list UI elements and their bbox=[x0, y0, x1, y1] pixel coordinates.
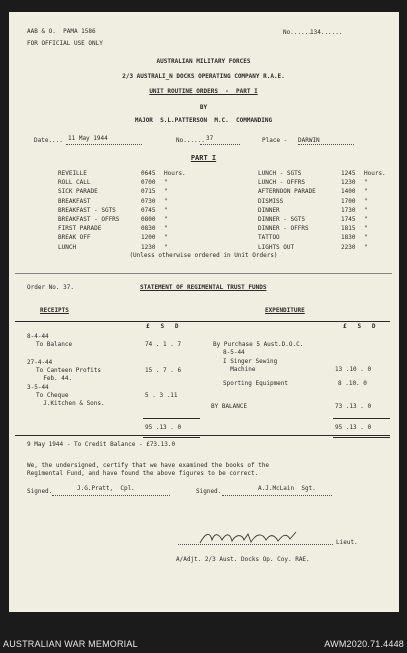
routine-right-unit: " bbox=[364, 225, 368, 233]
receipts-heading: RECEIPTS bbox=[40, 307, 69, 314]
place-rule bbox=[298, 144, 354, 145]
signature-mclain: A.J.McLain Sgt. bbox=[258, 485, 316, 492]
receipt-description: To Canteen Profits Feb. 44. bbox=[36, 367, 102, 383]
routine-left-event: BREAKFAST - OFFRS bbox=[58, 216, 120, 223]
expenditure-currency-header: £ S D bbox=[343, 323, 376, 330]
routine-right-event: LUNCH - SGTS bbox=[258, 170, 302, 177]
expenditure-date: 8-5-44 bbox=[223, 349, 245, 356]
date-value: 11 May 1944 bbox=[68, 135, 108, 142]
receipt-date: 8-4-44 bbox=[27, 333, 49, 340]
routine-left-time: 0645 bbox=[141, 170, 156, 177]
receipt-amount: 15 . 7 . 6 bbox=[145, 367, 182, 374]
routine-right-unit: " bbox=[364, 216, 368, 223]
routine-left-event: FIRST PARADE bbox=[58, 225, 102, 233]
receipt-date: 27-4-44 bbox=[27, 359, 53, 366]
lieut-label: Lieut. bbox=[336, 539, 358, 546]
routine-left-time: 0715 bbox=[141, 188, 156, 196]
document-number-label: No...... bbox=[283, 29, 312, 36]
routine-left-unit: " bbox=[164, 179, 168, 187]
adjutant-signature-rule bbox=[178, 544, 333, 545]
routine-left-time: 0730 bbox=[141, 197, 156, 205]
routine-right-unit: Hours. bbox=[364, 170, 386, 177]
adjutant-handwritten-signature bbox=[196, 528, 306, 548]
routine-right-event: DISMISS bbox=[258, 197, 284, 205]
table-top-rule bbox=[15, 321, 390, 322]
title-routine-orders: UNIT ROUTINE ORDERS - PART I bbox=[149, 88, 258, 95]
routine-left-unit: " bbox=[164, 225, 168, 233]
routine-right-time: 1745 bbox=[341, 216, 356, 223]
routine-left-event: REVEILLE bbox=[58, 170, 87, 177]
routine-left-event: BREAK OFF bbox=[58, 234, 91, 242]
routine-left-time: 0700 bbox=[141, 179, 156, 187]
routine-right-unit: " bbox=[364, 206, 368, 214]
section-divider bbox=[15, 273, 392, 274]
table-bottom-rule bbox=[15, 435, 390, 436]
routine-right-unit: " bbox=[364, 188, 368, 196]
expenditure-amount: 13 .10 . 0 bbox=[335, 366, 372, 373]
official-use-label: FOR OFFICIAL USE ONLY bbox=[27, 40, 103, 47]
expenditure-total: 95 .13 . 0 bbox=[335, 424, 372, 431]
statement-order-number: Order No. 37. bbox=[27, 284, 74, 291]
routine-left-unit: " bbox=[164, 243, 168, 251]
signature-rule-2 bbox=[222, 495, 332, 496]
document-number: 134...... bbox=[310, 29, 343, 36]
routine-left-time: 0800 bbox=[141, 216, 156, 223]
routine-right-unit: " bbox=[364, 234, 368, 242]
receipts-currency-header: £ S D bbox=[146, 323, 179, 330]
expenditure-description: I Singer Sewing Machine bbox=[223, 358, 278, 374]
signed-label-2: Signed. bbox=[196, 488, 222, 495]
expenditure-description: By Purchase 5 Aust.D.O.C. bbox=[213, 341, 304, 348]
routine-left-unit: " bbox=[164, 188, 168, 196]
statement-heading: STATEMENT OF REGIMENTAL TRUST FUNDS bbox=[140, 284, 267, 291]
receipts-total: 95 .13 . 0 bbox=[145, 424, 182, 431]
adjutant-title: A/Adjt. 2/3 Aust. Docks Op. Coy. RAE. bbox=[176, 556, 310, 563]
routine-right-event: LIGHTS OUT bbox=[258, 243, 295, 251]
routine-left-time: 0830 bbox=[141, 225, 156, 233]
routine-left-unit: Hours. bbox=[164, 170, 186, 177]
routine-left-event: LUNCH bbox=[58, 243, 77, 251]
routine-right-event: DINNER bbox=[258, 206, 280, 214]
order-number: 37 bbox=[206, 135, 214, 142]
routine-right-time: 1245 bbox=[341, 170, 356, 177]
routine-left-event: BREAKFAST bbox=[58, 197, 91, 205]
routine-note: (Unless otherwise ordered in Unit Orders) bbox=[129, 252, 278, 259]
expenditure-heading: EXPENDITURE bbox=[265, 307, 305, 314]
title-by: BY bbox=[199, 104, 208, 111]
title-commanding: MAJOR S.L.PATTERSON M.C. COMMANDING bbox=[134, 117, 273, 124]
routine-right-event: TATTOO bbox=[258, 234, 280, 242]
routine-right-time: 1230 bbox=[341, 179, 356, 187]
routine-left-unit: " bbox=[164, 197, 168, 205]
receipt-amount: 5 . 3 .11 bbox=[145, 392, 178, 399]
place-value: DARWIN bbox=[298, 137, 320, 144]
routine-left-event: ROLL CALL bbox=[58, 179, 91, 187]
routine-left-time: 0745 bbox=[141, 206, 156, 214]
order-number-rule bbox=[200, 144, 240, 145]
title-forces: AUSTRALIAN MILITARY FORCES bbox=[156, 58, 251, 65]
date-rule bbox=[66, 144, 142, 145]
expenditure-double-rule bbox=[333, 437, 390, 438]
receipt-amount: 74 . 1 . 7 bbox=[145, 341, 182, 348]
routine-right-event: DINNER - OFFRS bbox=[258, 225, 309, 233]
receipt-description: To Balance bbox=[36, 341, 73, 348]
routine-right-event: LUNCH - OFFRS bbox=[258, 179, 305, 187]
place-label: Place - bbox=[262, 137, 291, 144]
certification-text: We, the undersigned, certify that we have examined the books of the Regimental Fund, and have found the above figures to be correct. bbox=[27, 462, 270, 478]
title-company: 2/3 AUSTRALI_N DOCKS OPERATING COMPANY R.A.E. bbox=[122, 73, 285, 80]
signature-rule-1 bbox=[52, 495, 170, 496]
receipt-description: To Cheque J.Kitchen & Sons. bbox=[36, 392, 105, 408]
archive-reference: AWM2020.71.4448 bbox=[324, 639, 404, 649]
routine-left-unit: " bbox=[164, 206, 168, 214]
routine-left-time: 1230 bbox=[141, 243, 156, 251]
routine-right-time: 1400 bbox=[341, 188, 356, 196]
routine-right-event: DINNER - SGTS bbox=[258, 216, 305, 223]
expenditure-amount: 73 .13 . 0 bbox=[335, 403, 372, 410]
routine-right-time: 2230 bbox=[341, 243, 356, 251]
routine-left-time: 1200 bbox=[141, 234, 156, 242]
routine-right-unit: " bbox=[364, 197, 368, 205]
routine-right-event: AFTERNOON PARADE bbox=[258, 188, 316, 196]
expenditure-total-rule bbox=[333, 418, 390, 419]
signature-pratt: J.G.Pratt, Cpl. bbox=[77, 485, 135, 492]
routine-left-unit: " bbox=[164, 234, 168, 242]
expenditure-amount: 8 .10. 0 bbox=[338, 380, 367, 387]
order-number-label: No...... bbox=[176, 137, 205, 144]
receipts-double-rule bbox=[143, 437, 200, 438]
form-number: AAB & O. PAMA 1586 bbox=[27, 28, 96, 35]
expenditure-description: BY BALANCE bbox=[211, 403, 248, 410]
receipt-date: 3-5-44 bbox=[27, 384, 49, 391]
routine-right-time: 1700 bbox=[341, 197, 356, 205]
routine-right-time: 1730 bbox=[341, 206, 356, 214]
signed-label-1: Signed. bbox=[27, 488, 53, 495]
archive-footer bbox=[0, 612, 407, 653]
archive-name: AUSTRALIAN WAR MEMORIAL bbox=[3, 639, 138, 649]
routine-right-unit: " bbox=[364, 243, 368, 251]
routine-left-event: BREAKFAST - SGTS bbox=[58, 206, 116, 214]
routine-left-event: SICK PARADE bbox=[58, 188, 98, 196]
part-heading: PART I bbox=[190, 154, 217, 162]
credit-balance: 9 May 1944 - To Credit Balance - £73.13.0 bbox=[27, 441, 176, 448]
routine-right-time: 1815 bbox=[341, 225, 356, 233]
expenditure-description: Sporting Equipment bbox=[223, 380, 289, 387]
routine-left-unit: " bbox=[164, 216, 168, 223]
receipts-total-rule bbox=[143, 418, 200, 419]
routine-right-time: 1830 bbox=[341, 234, 356, 242]
date-label: Date.... bbox=[34, 137, 63, 144]
routine-right-unit: " bbox=[364, 179, 368, 187]
